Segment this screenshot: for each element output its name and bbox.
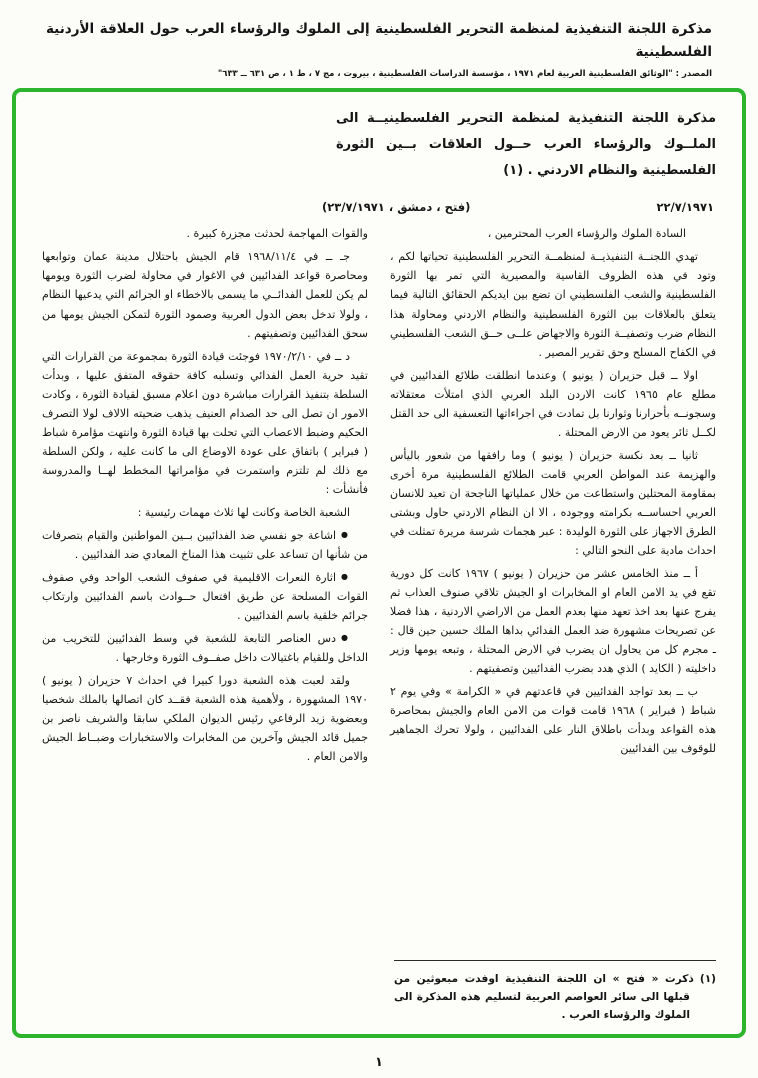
bullet-icon: ● bbox=[341, 529, 348, 539]
paragraph-continuation: والقوات المهاجمة لحدثت مجزرة كبيرة . bbox=[186, 227, 368, 241]
page-number: ١ bbox=[375, 1055, 383, 1070]
memo-body-columns bbox=[42, 224, 716, 769]
memo-title bbox=[336, 106, 716, 184]
bullet-item-text: دس العناصر التابعة للشعبة في وسط الفدائيين للتخريب من الداخل وللقيام باغتيالات داخل صفــوف الثورة وخارجها . bbox=[42, 631, 368, 664]
document-header bbox=[46, 18, 712, 79]
memo-title-line-1: مذكرة اللجنة التنفيذية لمنظمة التحرير الفلسطينيــة الى bbox=[336, 111, 716, 127]
memo-title-line-3: الفلسطينية والنظام الاردني . (١) bbox=[503, 163, 716, 179]
paragraph-second: ثانيا ــ بعد نكسة حزيران ( يونيو ) وما رافقها من شعور باليأس والهزيمة عند المواطن العربي قامت الطلائع الفلسطينية مرة أخرى بمقاومة المحتلين واستطاعت من خلال عملياتها الناجحة ان تعيد للانسان العربي احساســه بكرامته ووجوده ، الا ان النظام الاردني حاول وبشتى الطرق الاجهاز على الثورة الوليدة : عبر هجمات شرسة مريرة تمثلت في احداث مادية على النحو التالي : bbox=[389, 448, 716, 557]
right-column bbox=[390, 224, 716, 769]
paragraph-item-a: أ ــ منذ الخامس عشر من حزيران ( يونيو ) ١٩٦٧ كانت كل دورية تقع في يد الامن العام او المخابرات او الجيش تلاقي صنوف العذاب ثم يفرج عنها بعد اخذ تعهد منها بعدم العمل من الاراضي الاردنية ، هذا فضلا عن تصريحات مشهورة ضد العمل الفدائي بداها الملك حسين حين قال : ـ مجرم كل من يحاول ان يضرب في الارض المحتلة ، وتبعه يومها وزير داخليته ( الكايد ) الذي هدد بضرب الفدائيين وتصفيتهم . bbox=[390, 566, 716, 675]
paragraph-intro: تهدي اللجنــة التنفيذيــة لمنظمــة التحرير الفلسطينية تحياتها لكم ، وتود في هذه الظروف القاسية والمصيرية التي تمر بها الثورة الفلسطينية والشعب الفلسطيني ان تضع بين ايديكم الحقائق التالية فيما يتعلق بالعلاقات بين الثورة الفلسطينية والنظام الاردني ومحاولة هذا النظام ضرب وتصفيــة الثورة والاجهاض علــى حــق الشعب الفلسطيني في الكفاح المسلح وحق تقرير المصير . bbox=[390, 250, 716, 359]
header-title: مذكرة اللجنة التنفيذية لمنظمة التحرير الفلسطينية إلى الملوك والرؤساء العرب حول العلاقة الأردنية الفلسطينية bbox=[46, 21, 712, 61]
bullet-item bbox=[42, 526, 368, 564]
bullet-icon: ● bbox=[341, 632, 348, 642]
footnote-divider bbox=[394, 960, 716, 961]
memo-date: ٢٢/٧/١٩٧١ bbox=[656, 200, 714, 215]
paragraph-closing: ولقد لعبت هذه الشعبة دورا كبيرا في احداث ٧ حزيران ( يونيو ) ١٩٧٠ المشهورة ، ولأهمية هذه الشعبة فقــد كان اتصالها بالملك شخصيا وبعضوية زيد الرفاعي رئيس الديوان الملكي سابقا والشريف ناصر بن جميل قائد الجيش وآخرين من المخابرات والاستخبارات وضبــاط الجيش والامن العام . bbox=[42, 673, 368, 763]
footnote bbox=[394, 960, 716, 1025]
footnote-text: ذكرت « فتح » ان اللجنة التنفيذية اوفدت مبعوثين من قبلها الى سائر العواصم العربية لتسليم هذه المذكرة الى الملوك والرؤساء العرب . bbox=[394, 972, 694, 1022]
paragraph-item-c: جـ ــ في ١٩٦٨/١١/٤ قام الجيش باحتلال مدينة عمان وتوابعها ومحاصرة قواعد الفدائيين في الاغوار في محاولة لضرب الثورة ويومها لم يكن للعمل الفدائــي ما يسمى بالاخطاء او الجرائم التي يدعيها النظام ، ولولا تدخل بعض الدول العربية وصمود الثورة لتمكن الجيش يومها من سحق الفدائيين وتصفيتهم . bbox=[42, 250, 368, 340]
source-line: المصدر : "الوثائق الفلسطينية العربية لعام ١٩٧١ ، مؤسسة الدراسات الفلسطينية ، بيروت ، مج ٧ ، ط ١ ، ص ٦٣١ ــ ٦٣٣" bbox=[217, 69, 712, 80]
bullet-item bbox=[42, 629, 368, 667]
paragraph-first: اولا ــ قبل حزيران ( يونيو ) وعندما انطلقت طلائع الفدائيين في مطلع عام ١٩٦٥ كانت الاردن البلد العربي الذي امتلأت معتقلاته وسجونــه بأحرارنا وثوارنا بل تمادت في اجراءاتها التعسفية الى حد القتل لكــل ثائر يعود من الارض المحتلة . bbox=[390, 368, 716, 439]
paragraph-item-b: ب ــ بعد تواجد الفدائيين في قاعدتهم في « الكرامة » وفي يوم ٢ شباط ( فبراير ) ١٩٦٨ قامت قوات من الامن العام والجيش بمحاصرة هذه القواعد وبدأت باطلاق النار على الفدائيين ، ولولا تحرك الجماهير للوقوف بين الفدائيين bbox=[390, 684, 716, 755]
memo-title-line-2: الملــوك والرؤساء العرب حــول العلاقات بــين الثورة bbox=[336, 137, 716, 153]
memo-agency-date: (فتح ، دمشق ، ٢٣/٧/١٩٧١) bbox=[322, 200, 471, 215]
bullet-icon: ● bbox=[341, 571, 348, 581]
left-column bbox=[42, 224, 368, 769]
paragraph-item-d: د ــ في ١٩٧٠/٢/١٠ فوجئت قيادة الثورة بمجموعة من القرارات التي تقيد حرية العمل الفدائي وتسلبه كافة حقوقه المتفق عليها ، وبدأت السلطة بتنفيذ القرارات مباشرة دون اعلام مسبق لقيادة الثورة ، وكادت الامور ان تصل الى حد الصدام العنيف يذهب ضحيته الالاف لولا التصرف الحكيم وضبط الاعصاب التي تحلت بها قيادة الثورة وانتهت مؤامرة شباط ( فبراير ) باتفاق على عودة الاوضاع الى ما كانت عليه ، ولكن السلطة مع ذلك لم تلتزم واستمرت في مؤامراتها المخطط لهــا والمدروسة فأنشأت : bbox=[42, 349, 368, 496]
bullet-item-text: اثارة النعرات الاقليمية في صفوف الشعب الواحد وفي صفوف القوات المسلحة عن طريق افتعال حــوادث باسم الفدائيين وارتكاب جرائم خلقية باسم الفدائيين . bbox=[42, 570, 368, 622]
date-row bbox=[44, 200, 714, 214]
footnote-paragraph bbox=[394, 970, 716, 1025]
footnote-marker: (١) bbox=[699, 972, 716, 985]
salutation: السادة الملوك والرؤساء العرب المحترمين ، bbox=[487, 227, 686, 241]
bullet-item bbox=[42, 568, 368, 625]
memo-frame bbox=[12, 88, 746, 1038]
paragraph-special-branch: الشعبة الخاصة وكانت لها ثلاث مهمات رئيسية : bbox=[137, 505, 350, 519]
bullet-item-text: اشاعة جو نفسي ضد الفدائيين بــين المواطنين والقيام بتصرفات من شأنها ان تساعد على تثبيت هذا المناخ المعادي ضد الفدائيين . bbox=[42, 528, 368, 561]
